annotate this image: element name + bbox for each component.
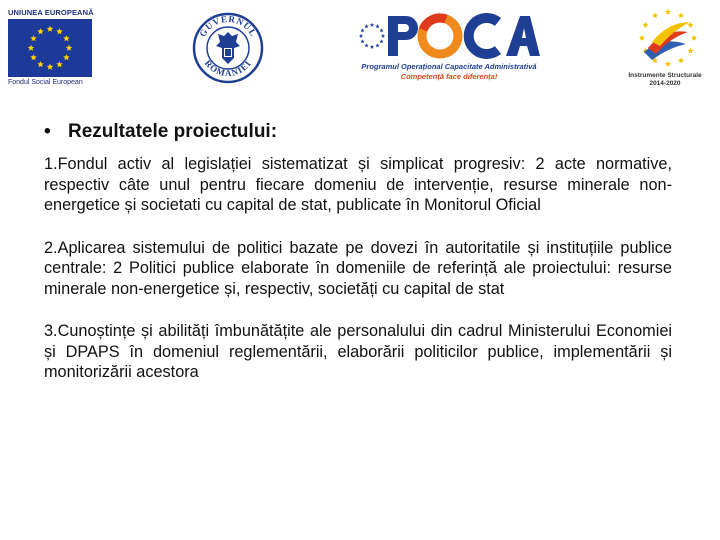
- eu-logo-title: UNIUNEA EUROPEANĂ: [8, 8, 94, 17]
- star-icon: [642, 22, 648, 28]
- star-icon: [56, 61, 62, 67]
- star-icon: [678, 57, 684, 63]
- star-icon: [652, 12, 658, 18]
- star-icon: [678, 12, 684, 18]
- star-icon: [379, 39, 383, 43]
- poca-slogan: Competență face diferența!: [400, 72, 498, 81]
- star-icon: [360, 28, 364, 32]
- star-icon: [665, 9, 671, 15]
- star-icon: [63, 35, 69, 41]
- bullet: •: [44, 121, 51, 142]
- star-icon: [66, 45, 72, 51]
- instrumente-structurale-logo: [622, 8, 708, 88]
- svg-text:ROMÂNIEI: ROMÂNIEI: [202, 58, 254, 79]
- star-icon: [47, 26, 53, 32]
- star-icon: [360, 39, 364, 43]
- result-paragraph-2: 2.Aplicarea sistemului de politici bazate pe dovezi în autoritatile și instituțiile publice centrale: 2 Politici publice elaborate în domeniile de referință ale proiectului: resurse minerale non-energetice și, respectiv, societăți cu capital de stat: [44, 238, 672, 298]
- poca-logo: [358, 10, 540, 86]
- star-icon: [37, 61, 43, 67]
- star-icon: [639, 35, 645, 41]
- heading-text: Rezultatele proiectului:: [68, 121, 278, 142]
- star-icon: [37, 28, 43, 34]
- star-icon: [359, 34, 363, 38]
- result-paragraph-1: 1.Fondul activ al legislației sistematizat și simplicat progresiv: 2 acte normative, respectiv câte unul pentru fiecare domeniu de intervenție, resurse minerale non-energetice și societati cu capital de stat, publicate în Monitorul Oficial: [44, 155, 672, 214]
- star-icon: [691, 35, 697, 41]
- instrumente-period: 2014-2020: [649, 80, 681, 87]
- section-heading: [44, 120, 672, 144]
- poca-program-name: Programul Operațional Capacitate Administrativă: [361, 62, 537, 71]
- star-icon: [28, 45, 34, 51]
- slide-content: [44, 120, 672, 405]
- svg-text:GUVERNUL: GUVERNUL: [197, 13, 259, 39]
- star-icon: [56, 28, 62, 34]
- star-icon: [47, 64, 53, 70]
- government-seal-logo: [192, 12, 264, 84]
- eu-logo-caption: Fondul Social European: [8, 79, 83, 86]
- star-icon: [370, 23, 374, 27]
- star-icon: [379, 28, 383, 32]
- star-icon: [364, 43, 368, 47]
- poca-wordmark-icon: [358, 10, 540, 62]
- instrumente-title: Instrumente Structurale: [628, 72, 702, 79]
- star-icon: [63, 54, 69, 60]
- structural-instruments-emblem-icon: [622, 8, 708, 70]
- star-icon: [30, 35, 36, 41]
- star-icon: [665, 61, 671, 67]
- star-icon: [375, 24, 379, 28]
- eu-logo: [8, 8, 96, 86]
- eu-flag-icon: [8, 19, 92, 77]
- star-icon: [375, 43, 379, 47]
- result-paragraph-3: 3.Cunoștințe și abilități îmbunătățite ale personalului din cadrul Ministerului Economiei și DPAPS în domeniul reglementării, elaborării politicilor publice, implementării și monitorizării acestora: [44, 322, 672, 381]
- star-icon: [381, 34, 385, 38]
- star-icon: [30, 54, 36, 60]
- star-icon: [687, 48, 693, 54]
- star-icon: [370, 45, 374, 49]
- star-icon: [364, 24, 368, 28]
